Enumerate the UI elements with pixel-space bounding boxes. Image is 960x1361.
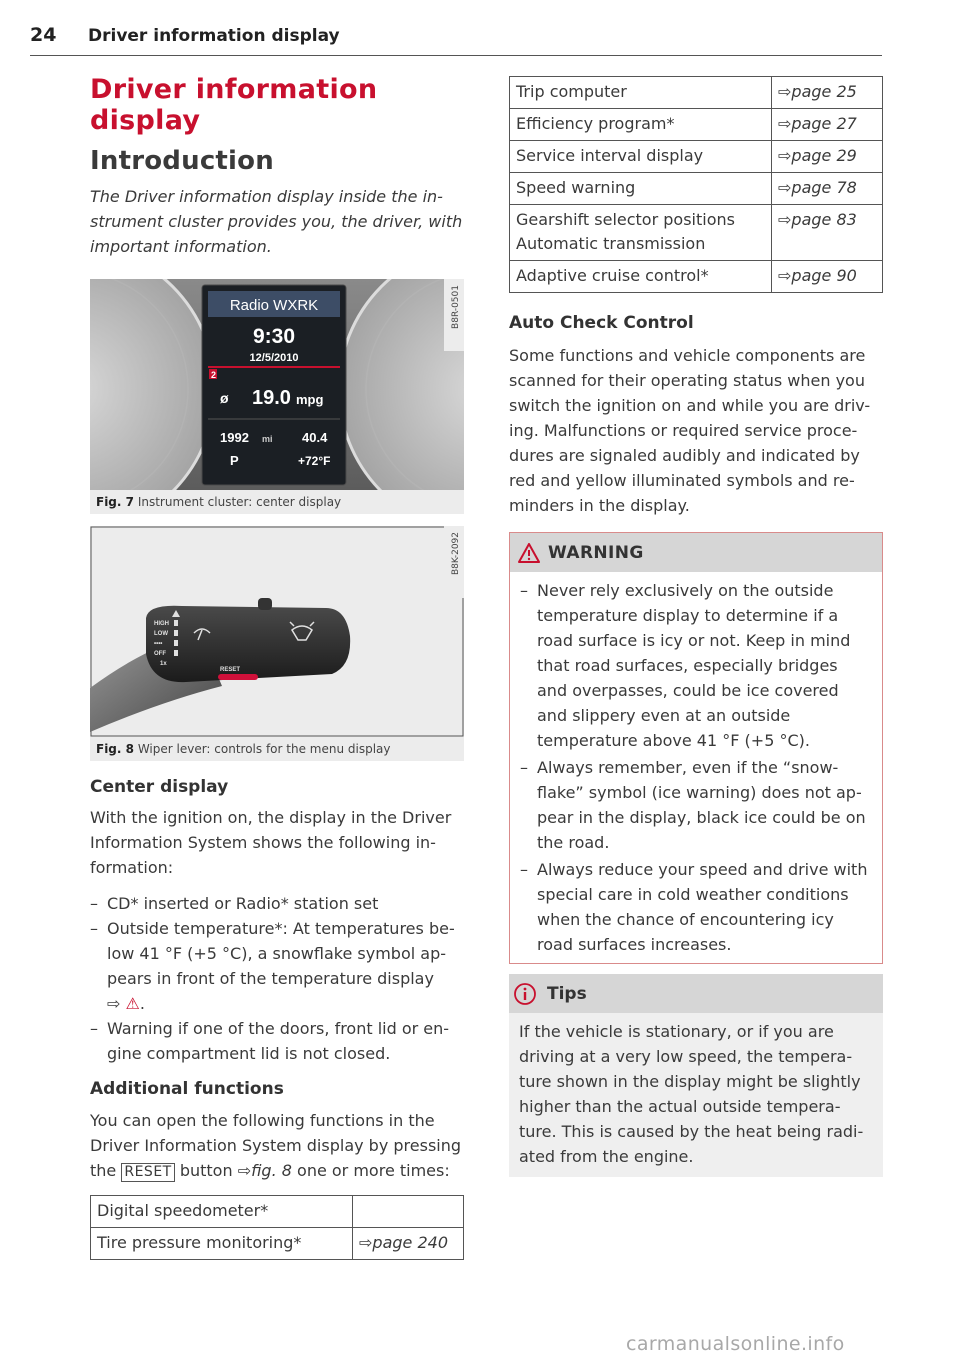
display-temperature: +72°F	[298, 454, 331, 468]
lever-one-x: 1x	[160, 661, 167, 667]
functions-table-right	[509, 76, 883, 293]
label-line: Gearshift selector positions	[516, 210, 735, 229]
tips-box	[509, 974, 883, 1177]
display-radio-text: Radio WXRK	[229, 297, 319, 314]
figure-7-caption	[90, 490, 464, 514]
display-avg-symbol: ø	[220, 390, 229, 406]
center-display-heading: Center display	[90, 777, 229, 797]
arrow-icon: ⇨	[778, 82, 792, 101]
arrow-icon: ⇨	[778, 178, 792, 197]
display-date-text: 12/5/2010	[249, 352, 299, 364]
table-cell-label: Service interval display	[510, 141, 772, 173]
center-display-list	[90, 891, 464, 1066]
caption-label: Fig. 7	[96, 495, 134, 509]
warning-list	[510, 572, 882, 963]
auto-check-text: Some functions and vehicle components are scanned for their operating status when you switch the ignition on and while you are driv-ing. Malfunctions or required service proce-dures are signaled audibly and indicated by red and yellow illuminated symbols and re-minders in the display.	[509, 346, 871, 515]
table-row	[510, 109, 883, 141]
info-icon	[513, 982, 537, 1006]
caption-text: Instrument cluster: center display	[137, 495, 342, 509]
table-cell-label: Digital speedometer*	[91, 1196, 353, 1228]
additional-text-mid: button	[179, 1161, 233, 1180]
list-item: – CD* inserted or Radio* station set	[90, 891, 464, 916]
page-link[interactable]: page 27	[791, 114, 857, 133]
lever-high: HIGH	[154, 621, 169, 627]
display-odo-unit: mi	[262, 434, 273, 444]
display-odometer: 1992	[220, 430, 249, 445]
arrow-icon: ⇨	[778, 266, 792, 285]
table-cell-label: Adaptive cruise control*	[510, 261, 772, 293]
display-time-text: 9:30	[252, 325, 296, 348]
left-column	[90, 74, 464, 1260]
display-consumption-value: 19.0	[252, 387, 291, 409]
table-cell-ref	[353, 1196, 464, 1228]
table-row	[91, 1196, 464, 1228]
right-column	[509, 76, 883, 1177]
list-item	[90, 916, 464, 1016]
table-cell-ref	[772, 141, 883, 173]
display-memory-text: 2	[211, 370, 217, 380]
figure-code: B8K-2092	[451, 532, 461, 576]
auto-check-heading: Auto Check Control	[509, 313, 694, 333]
watermark: carmanualsonline.info	[626, 1333, 845, 1355]
intro-text: The Driver information display inside the in-strument cluster provides you, the driver, with important information.	[90, 187, 463, 256]
table-row	[91, 1228, 464, 1260]
display-trip: 40.4	[302, 430, 328, 445]
warning-ref-period: .	[139, 994, 145, 1013]
section-title: Introduction	[90, 146, 274, 176]
figure-8-caption	[90, 737, 464, 761]
table-row	[510, 141, 883, 173]
table-cell-ref	[353, 1228, 464, 1260]
warning-box	[509, 532, 883, 964]
page-number: 24	[30, 24, 57, 46]
tips-title: Tips	[547, 983, 587, 1004]
tips-header	[509, 974, 883, 1013]
lever-low: LOW	[154, 631, 168, 637]
warning-title: WARNING	[548, 542, 644, 563]
page-link[interactable]: page 29	[791, 146, 857, 165]
table-cell-label: Efficiency program*	[510, 109, 772, 141]
figure-7	[90, 279, 464, 514]
figure-8	[90, 526, 464, 761]
warning-triangle-icon	[518, 543, 540, 563]
caption-label: Fig. 8	[96, 742, 134, 756]
page-link[interactable]: page 78	[791, 178, 857, 197]
table-cell-ref	[772, 261, 883, 293]
instrument-cluster-image	[90, 279, 464, 490]
table-cell-label: Speed warning	[510, 173, 772, 205]
warning-header	[510, 533, 882, 572]
arrow-icon: ⇨	[359, 1233, 373, 1252]
additional-functions-heading: Additional functions	[90, 1079, 284, 1099]
additional-functions-text	[90, 1108, 464, 1183]
arrow-icon: ⇨	[237, 1161, 252, 1180]
list-item-text: Outside temperature*: At temperatures be-low 41 °F (+5 °C), a snowflake symbol ap-pears in front of the temperature display	[107, 919, 455, 988]
cluster-svg	[90, 279, 464, 490]
table-cell-ref	[772, 205, 883, 261]
figure-code: B8R-0501	[451, 285, 461, 329]
page-title: Driver information display	[90, 74, 378, 136]
wiper-lever-image	[90, 526, 464, 737]
table-row	[510, 77, 883, 109]
page-link[interactable]: page 83	[791, 210, 857, 229]
list-item: – Always remember, even if the “snow-flake” symbol (ice warning) does not ap-pear in the display, black ice could be on the road.	[520, 755, 872, 855]
arrow-icon: ⇨	[778, 146, 792, 165]
list-item: – Always reduce your speed and drive with special care in cold weather conditions when the chance of encountering icy road surfaces increases.	[520, 857, 872, 957]
label-line: Automatic transmission	[516, 234, 706, 253]
lever-svg	[90, 526, 464, 737]
table-cell-label: Trip computer	[510, 77, 772, 109]
caption-text: Wiper lever: controls for the menu display	[137, 742, 391, 756]
running-title: Driver information display	[88, 26, 340, 46]
lever-reset-label: RESET	[220, 667, 241, 673]
lever-off: OFF	[154, 651, 166, 657]
functions-table-left	[90, 1195, 464, 1260]
lever-int: ••••	[154, 641, 163, 647]
display-gear: P	[230, 453, 239, 468]
table-row	[510, 173, 883, 205]
arrow-icon: ⇨	[778, 114, 792, 133]
table-cell-ref	[772, 77, 883, 109]
table-cell-label	[510, 205, 772, 261]
table-row	[510, 261, 883, 293]
table-cell-label: Tire pressure monitoring*	[91, 1228, 353, 1260]
arrow-icon: ⇨	[107, 994, 121, 1013]
page-link[interactable]: page 90	[791, 266, 857, 285]
page-link[interactable]: page 240	[372, 1233, 448, 1252]
tips-text: If the vehicle is stationary, or if you are driving at a very low speed, the tempera-ture shown in the display might be slightly higher than the actual outside tempera-ture. This is caused by the heat being radi-ated from the engine.	[509, 1013, 883, 1177]
list-item: – Never rely exclusively on the outside temperature display to determine if a road surface is icy or not. Keep in mind that road surfaces, especially bridges and overpasses, could be ice covered and slippery even at an outside temperature above 41 °F (+5 °C).	[520, 578, 872, 753]
reset-button-key: RESET	[121, 1163, 174, 1182]
page-header	[30, 24, 882, 56]
additional-text-before: You can open the following functions in the Driver Information System display by pressing the	[90, 1111, 462, 1180]
display-consumption-unit: mpg	[296, 392, 324, 407]
page-link[interactable]: page 25	[791, 82, 857, 101]
figure-reference: fig. 8	[251, 1161, 292, 1180]
table-cell-ref	[772, 109, 883, 141]
center-display-text: With the ignition on, the display in the Driver Information System shows the following in-formation:	[90, 808, 452, 877]
table-cell-ref	[772, 173, 883, 205]
table-row	[510, 205, 883, 261]
warning-triangle-icon: ⚠	[125, 994, 140, 1013]
additional-text-after: one or more times:	[297, 1161, 450, 1180]
arrow-icon: ⇨	[778, 210, 792, 229]
list-item: – Warning if one of the doors, front lid or en-gine compartment lid is not closed.	[90, 1016, 464, 1066]
